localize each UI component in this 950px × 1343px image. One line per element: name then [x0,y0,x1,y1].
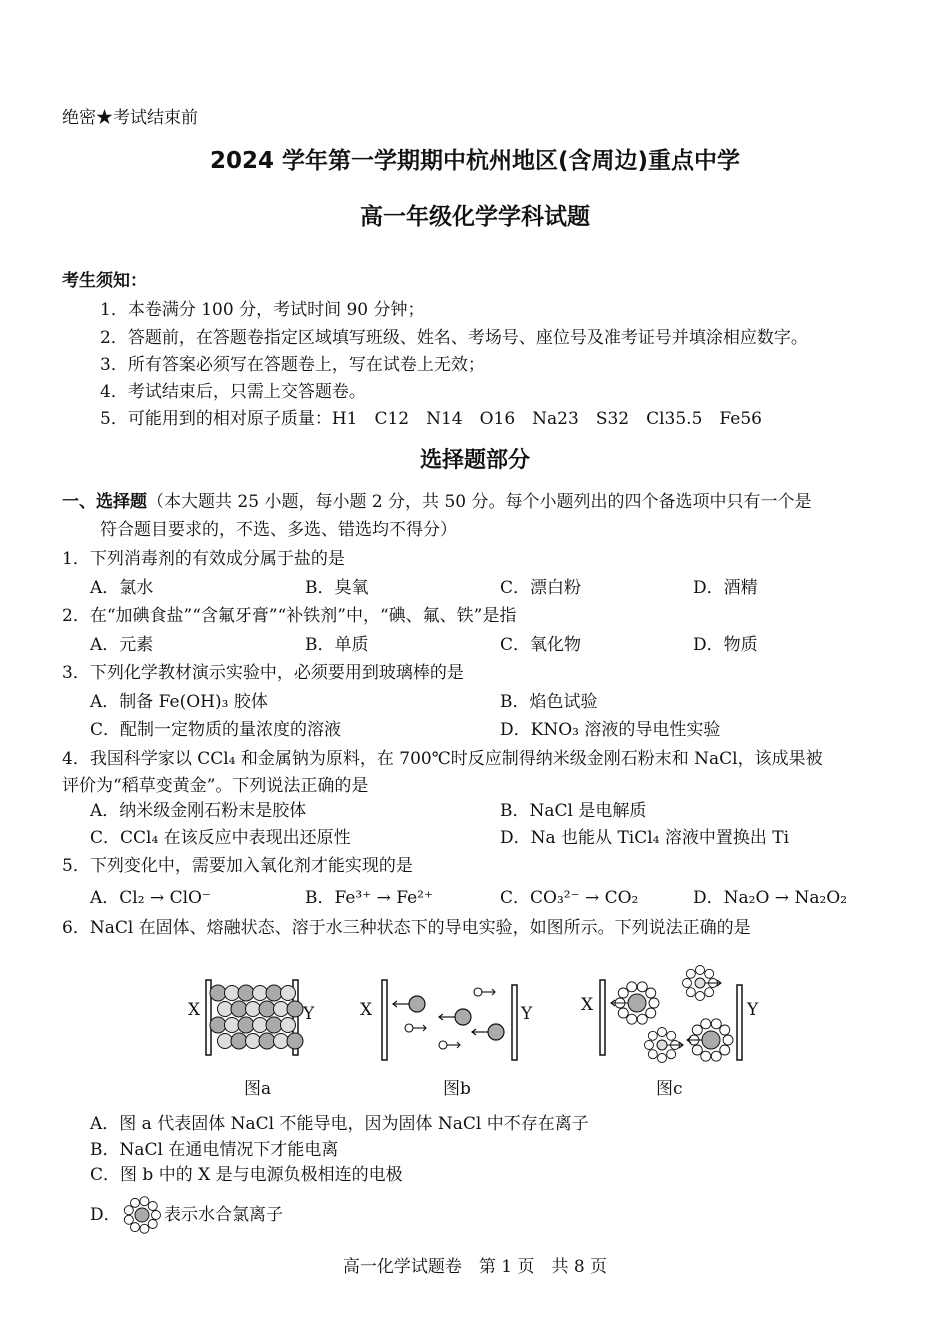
part-intro [62,494,812,511]
water-molecule [645,1041,654,1050]
water-molecule [723,1035,733,1045]
exam-subtitle: 高一年级化学学科试题 [360,204,590,230]
water-molecule [124,1215,133,1224]
lattice-ion [274,1002,289,1017]
option-d-text: 表示水合氯离子 [164,1205,283,1225]
option: A．Cl₂ → ClO⁻ [90,888,211,908]
figure-a-caption: 图a [244,1079,272,1099]
figure-a [180,975,330,1060]
water-molecule [667,1031,676,1040]
lattice-ion [210,985,226,1001]
notice-item: 5．可能用到的相对原子质量：H1 C12 N14 O16 Na23 S32 Cl35.5 Fe56 [100,409,762,429]
water-molecule [692,1045,702,1055]
water-molecule [720,1025,730,1035]
water-molecule [637,982,647,992]
question-stem: 6．NaCl 在固体、熔融状态、溶于水三种状态下的导电实验，如图所示。下列说法正确的是 [62,918,751,938]
lattice-ion [246,1034,261,1049]
lattice-ion [218,1034,233,1049]
lattice-ion [210,1017,226,1033]
water-molecule [686,969,695,978]
lattice-ion [225,986,240,1001]
water-molecule [148,1202,157,1211]
lattice-ion [253,986,268,1001]
lattice-ion [246,1002,261,1017]
hydrated-chloride-ion [124,1197,160,1234]
lattice-ion [281,1018,296,1033]
confidential-label: 绝密★考试结束前 [62,108,198,128]
electrode-y: Y [747,1000,759,1020]
water-molecule [637,1014,647,1024]
water-molecule [648,1050,657,1059]
water-molecule [720,1045,730,1055]
ion-core [135,1208,149,1222]
lattice-ion [259,1001,275,1017]
lattice-ion [231,1001,247,1017]
lattice-ion [218,1002,233,1017]
water-molecule [152,1211,161,1220]
water-molecule [705,969,714,978]
lattice-ion [266,985,282,1001]
lattice-ion [287,1001,303,1017]
water-molecule [648,1031,657,1040]
lattice-ion [259,1033,275,1049]
water-molecule [701,1019,711,1029]
water-molecule [711,1019,721,1029]
notice-item: 2．答题前，在答题卷指定区域填写班级、姓名、考场号、座位号及准考证号并填涂相应数字。 [100,328,808,348]
water-molecule [683,979,692,988]
option: B．单质 [305,635,369,655]
option: D．KNO₃ 溶液的导电性实验 [500,720,721,740]
option: A．氯水 [90,578,154,598]
electrode-y: Y [303,1004,315,1024]
lattice-ion [238,985,254,1001]
water-molecule [696,992,705,1001]
water-molecule [667,1050,676,1059]
water-molecule [646,988,656,998]
water-molecule [686,988,695,997]
option: A．制备 Fe(OH)₃ 胶体 [90,692,268,712]
option: A．纳米级金刚石粉末是胶体 [90,801,307,821]
electrode-x: X [581,995,594,1015]
page-footer: 高一化学试题卷 第 1 页 共 8 页 [342,1257,608,1277]
notice-item: 3．所有答案必须写在答题卷上，写在试卷上无效； [100,355,485,375]
option: B．NaCl 在通电情况下才能电离 [90,1140,339,1160]
hydrated-chloride-icon [120,1193,164,1237]
electrode-y: Y [521,1004,533,1024]
water-molecule [124,1206,133,1215]
water-molecule [618,988,628,998]
water-molecule [148,1219,157,1228]
question-stem: 1．下列消毒剂的有效成分属于盐的是 [62,549,345,569]
water-molecule [131,1223,140,1232]
water-molecule [692,1025,702,1035]
option: C．CCl₄ 在该反应中表现出还原性 [90,828,351,848]
option: D．Na 也能从 TiCl₄ 溶液中置换出 Ti [500,828,790,848]
water-molecule [696,966,705,975]
option: B．NaCl 是电解质 [500,801,647,821]
ion-core [657,1040,667,1050]
lattice-ion [274,1034,289,1049]
option: C．CO₃²⁻ → CO₂ [500,888,639,908]
lattice-ion [266,1017,282,1033]
water-molecule [618,1008,628,1018]
option: C．漂白粉 [500,578,582,598]
lattice-ion [231,1033,247,1049]
lattice-ion [238,1017,254,1033]
figure-b-caption: 图b [443,1079,471,1099]
water-molecule [705,988,714,997]
option: C．氧化物 [500,635,582,655]
lattice-ion [281,986,296,1001]
option: B．焰色试验 [500,692,598,712]
option: D．酒精 [693,578,758,598]
figure-b [355,975,540,1065]
water-molecule [627,1014,637,1024]
water-molecule [131,1198,140,1207]
notice-item: 4．考试结束后，只需上交答题卷。 [100,382,366,402]
figure-c [575,960,770,1070]
water-molecule [646,1008,656,1018]
notice-item: 1．本卷满分 100 分，考试时间 90 分钟； [100,300,425,320]
part-desc-cont: 符合题目要求的，不选、多选、错选均不得分） [100,520,457,540]
water-molecule [649,998,659,1008]
water-molecule [140,1197,149,1206]
question-stem: 4．我国科学家以 CCl₄ 和金属钠为原料，在 700℃时反应制得纳米级金刚石粉末和 NaCl，该成果被 [62,749,823,769]
option: B．Fe³⁺ → Fe²⁺ [305,888,433,908]
option: D．物质 [693,635,758,655]
lattice-ion [225,1018,240,1033]
option: C．配制一定物质的量浓度的溶液 [90,720,342,740]
question-stem: 5．下列变化中，需要加入氧化剂才能实现的是 [62,856,413,876]
water-molecule [627,982,637,992]
question-stem-cont: 评价为“稻草变黄金”。下列说法正确的是 [62,776,369,796]
ion-core [628,994,646,1012]
ion-core [702,1031,720,1049]
option: D．Na₂O → Na₂O₂ [693,888,848,908]
ion-core [695,978,705,988]
question-stem: 2．在“加碘食盐”“含氟牙膏”“补铁剂”中，“碘、氟、铁”是指 [62,606,517,626]
electrode-x: X [188,1000,201,1020]
part-label: 一、选择题 [62,492,147,512]
lattice-ion [287,1033,303,1049]
water-molecule [658,1054,667,1063]
option: C．图 b 中的 X 是与电源负极相连的电极 [90,1165,403,1185]
option: B．臭氧 [305,578,369,598]
electrode-x: X [360,1000,373,1020]
water-molecule [140,1224,149,1233]
option: A．元素 [90,635,154,655]
lattice-ion [253,1018,268,1033]
water-molecule [711,1051,721,1061]
question-stem: 3．下列化学教材演示实验中，必须要用到玻璃棒的是 [62,663,464,683]
figure-c-caption: 图c [656,1079,683,1099]
section-title: 选择题部分 [419,448,530,473]
water-molecule [701,1051,711,1061]
part-desc: （本大题共 25 小题，每小题 2 分，共 50 分。每个小题列出的四个备选项中只有一个是 [147,492,812,512]
water-molecule [658,1028,667,1037]
notice-heading: 考生须知： [62,271,147,291]
option: D． [90,1205,121,1225]
exam-title: 2024 学年第一学期期中杭州地区(含周边)重点中学 [209,148,741,174]
option: A．图 a 代表固体 NaCl 不能导电，因为固体 NaCl 中不存在离子 [90,1114,589,1134]
